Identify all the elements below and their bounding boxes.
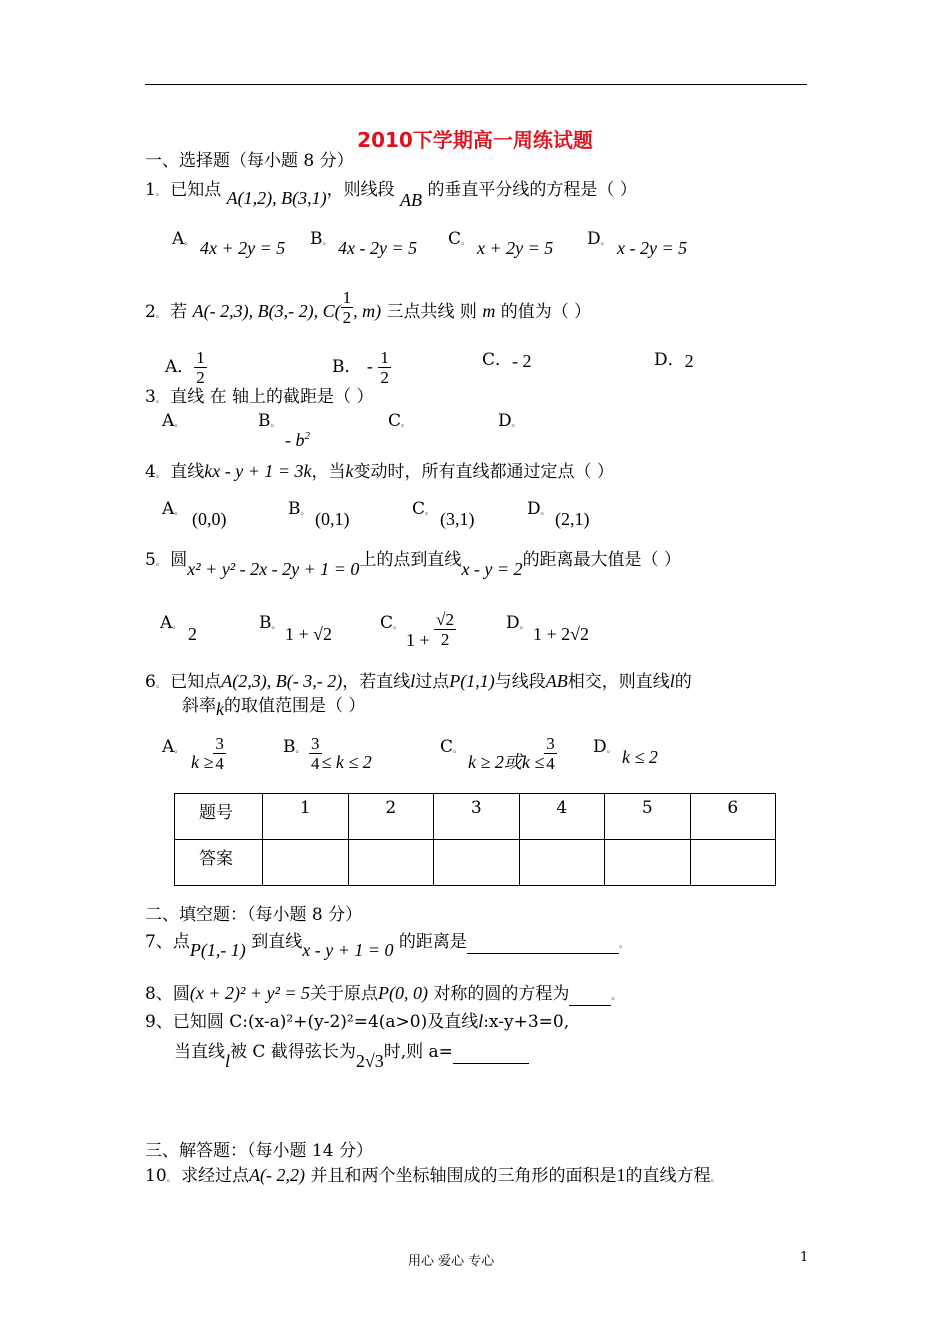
q2-option-d: D．2 bbox=[654, 350, 694, 371]
table-cell: 答案 bbox=[175, 840, 263, 886]
question-7: 7、点P(1,- 1) 到直线x - y + 1 = 0 的距离是 。 bbox=[145, 932, 628, 960]
q4-equation: kx - y + 1 = 3k bbox=[204, 461, 312, 481]
q2-option-a: A． $\frac{1}{2}$ bbox=[165, 348, 205, 387]
question-5: 5。 圆x² + y² - 2x - 2y + 1 = 0上的点到直线x - y = 2的距离最大值是（ ） bbox=[145, 550, 681, 579]
q4-option-c: C。 bbox=[412, 499, 435, 519]
q1-option-b-value: 4x - 2y = 5 bbox=[338, 238, 418, 258]
q5-equation: x² + y² - 2x - 2y + 1 = 0 bbox=[187, 559, 360, 579]
q8-answer-blank[interactable] bbox=[569, 983, 611, 1006]
page-number: 1 bbox=[800, 1250, 809, 1265]
q2-stem-pre: 若 bbox=[170, 302, 188, 322]
q1-points: A(1,2), B(3,1) bbox=[226, 188, 327, 208]
q4-option-b-value: (0,1) bbox=[315, 509, 350, 529]
q5-option-b-value: 1 + √2 bbox=[285, 624, 333, 644]
question-9-line-1: 9、已知圆 C:(x-a)²+(y-2)²=4(a>0)及直线l:x-y+3=0, bbox=[145, 1011, 570, 1032]
table-cell: 2 bbox=[348, 794, 434, 840]
table-cell: 6 bbox=[690, 794, 776, 840]
q6-option-b-value: $\frac{3}{4}$ ≤ k ≤ 2 bbox=[311, 734, 372, 773]
q1-stem-pre: 已知点 bbox=[170, 180, 222, 200]
answer-cell[interactable] bbox=[690, 840, 776, 886]
q2-points-post: , m) bbox=[353, 301, 382, 321]
table-cell: 题号 bbox=[175, 794, 263, 840]
question-9-line-2: 当直线l被 C 截得弦长为2√3时,则 a= bbox=[174, 1040, 529, 1064]
q2-stem-post: 的值为（ ） bbox=[500, 302, 592, 322]
q4-option-d-value: (2,1) bbox=[555, 509, 590, 529]
q5-line: x - y = 2 bbox=[461, 559, 523, 579]
q4-option-d: D。 bbox=[527, 499, 550, 519]
q4-option-a: A。 bbox=[162, 499, 184, 519]
q3-option-a: A。 bbox=[162, 411, 184, 431]
q3-option-d: D。 bbox=[498, 411, 521, 431]
q2-number: 2 bbox=[145, 302, 156, 322]
q1-option-b: B。 bbox=[310, 229, 332, 249]
q6-option-a: A。 bbox=[162, 737, 184, 757]
question-10: 10。 求经过点A(- 2,2) 并且和两个坐标轴围成的三角形的面积是1的直线方程。 bbox=[145, 1165, 720, 1186]
table-cell: 3 bbox=[434, 794, 520, 840]
q3-option-b-value: - $b^2$ bbox=[285, 430, 310, 450]
answer-cell[interactable] bbox=[434, 840, 520, 886]
question-8: 8、圆(x + 2)² + y² = 5关于原点P(0, 0) 对称的圆的方程为 。 bbox=[145, 983, 621, 1004]
section-1-heading: 一、选择题（每小题 8 分） bbox=[145, 151, 354, 171]
q6-option-d: D。 bbox=[593, 737, 616, 757]
q2-option-b: B． - $\frac{1}{2}$ bbox=[332, 348, 389, 387]
q3-stem: 直线 在 轴上的截距是（ ） bbox=[170, 387, 374, 407]
q9-answer-blank[interactable] bbox=[453, 1041, 529, 1064]
q1-option-a-value: 4x + 2y = 5 bbox=[200, 238, 286, 258]
q1-segment: AB bbox=[400, 190, 423, 210]
question-2: 2。 若 A(- 2,3), B(3,- 2), C( $\frac{1}{2}$ , m) 三点共线 则 m 的值为（ ） bbox=[145, 288, 592, 327]
table-cell: 4 bbox=[519, 794, 605, 840]
section-2-heading: 二、填空题：（每小题 8 分） bbox=[145, 905, 363, 925]
answer-table-header-row bbox=[175, 794, 776, 840]
q1-option-c: C。 bbox=[448, 229, 471, 249]
q5-option-d: D。 bbox=[506, 613, 529, 633]
q2-fraction: $\frac{1}{2}$ bbox=[342, 288, 352, 327]
q3-option-c: C。 bbox=[388, 411, 411, 431]
q1-option-a: A。 bbox=[172, 229, 194, 249]
q4-option-a-value: (0,0) bbox=[192, 509, 227, 529]
q6-option-a-value: k ≥ $\frac{3}{4}$ bbox=[191, 734, 224, 773]
answer-cell[interactable] bbox=[348, 840, 434, 886]
q5-option-b: B。 bbox=[259, 613, 281, 633]
header-rule bbox=[145, 84, 807, 85]
q1-option-d-value: x - 2y = 5 bbox=[617, 238, 688, 258]
question-1: 1。 已知点 A(1,2), B(3,1)，则线段 AB 的垂直平分线的方程是（ ） bbox=[145, 180, 637, 210]
footer-motto: 用心 爱心 专心 bbox=[408, 1254, 495, 1269]
question-6-line-1: 6。 已知点A(2,3), B(- 3,- 2)，若直线l过点P(1,1)与线段AB相交，则直线l的 bbox=[145, 671, 692, 692]
q2-stem-mid: 三点共线 则 bbox=[386, 302, 477, 322]
q1-option-c-value: x + 2y = 5 bbox=[477, 238, 554, 258]
q6-option-d-value: k ≤ 2 bbox=[622, 747, 658, 767]
q2-option-c: C．- 2 bbox=[482, 350, 532, 371]
q1-number: 1 bbox=[145, 180, 156, 200]
q6-option-b: B。 bbox=[283, 737, 305, 757]
q1-stem-post: 的垂直平分线的方程是（ ） bbox=[427, 180, 637, 200]
q5-option-d-value: 1 + 2√2 bbox=[533, 624, 590, 644]
q5-option-a-value: 2 bbox=[188, 624, 197, 644]
answer-table-answer-row bbox=[175, 840, 776, 886]
q5-option-c: C。 bbox=[380, 613, 403, 633]
q5-option-a: A。 bbox=[160, 613, 182, 633]
answer-cell[interactable] bbox=[605, 840, 691, 886]
q3-option-b: B。 bbox=[258, 411, 280, 431]
question-3: 3。 直线 在 轴上的截距是（ ） bbox=[145, 387, 374, 407]
q2-points: A(- 2,3), B(3,- 2), C( bbox=[192, 301, 341, 321]
q6-option-c-value: k ≥ 2或k ≤ $\frac{3}{4}$ bbox=[468, 734, 555, 773]
table-cell: 5 bbox=[605, 794, 691, 840]
page-title: 2010下学期高一周练试题 bbox=[357, 128, 593, 152]
q7-answer-blank[interactable] bbox=[467, 931, 619, 954]
q5-option-c-value: 1 + $\frac{√2}{2}$ bbox=[406, 610, 454, 650]
q4-option-b: B。 bbox=[288, 499, 310, 519]
q2-var: m bbox=[482, 301, 496, 321]
q1-stem-mid: ，则线段 bbox=[326, 180, 395, 200]
question-6-line-2: 斜率k的取值范围是（ ） bbox=[182, 696, 366, 719]
q6-option-c: C。 bbox=[440, 737, 463, 757]
answer-cell[interactable] bbox=[519, 840, 605, 886]
q4-option-c-value: (3,1) bbox=[440, 509, 475, 529]
table-cell: 1 bbox=[263, 794, 349, 840]
section-3-heading: 三、解答题：（每小题 14 分） bbox=[145, 1141, 373, 1161]
q1-option-d: D。 bbox=[587, 229, 610, 249]
answer-cell[interactable] bbox=[263, 840, 349, 886]
answer-table bbox=[174, 793, 776, 886]
question-4: 4。 直线kx - y + 1 = 3k，当k变动时，所有直线都通过定点（ ） bbox=[145, 461, 614, 482]
